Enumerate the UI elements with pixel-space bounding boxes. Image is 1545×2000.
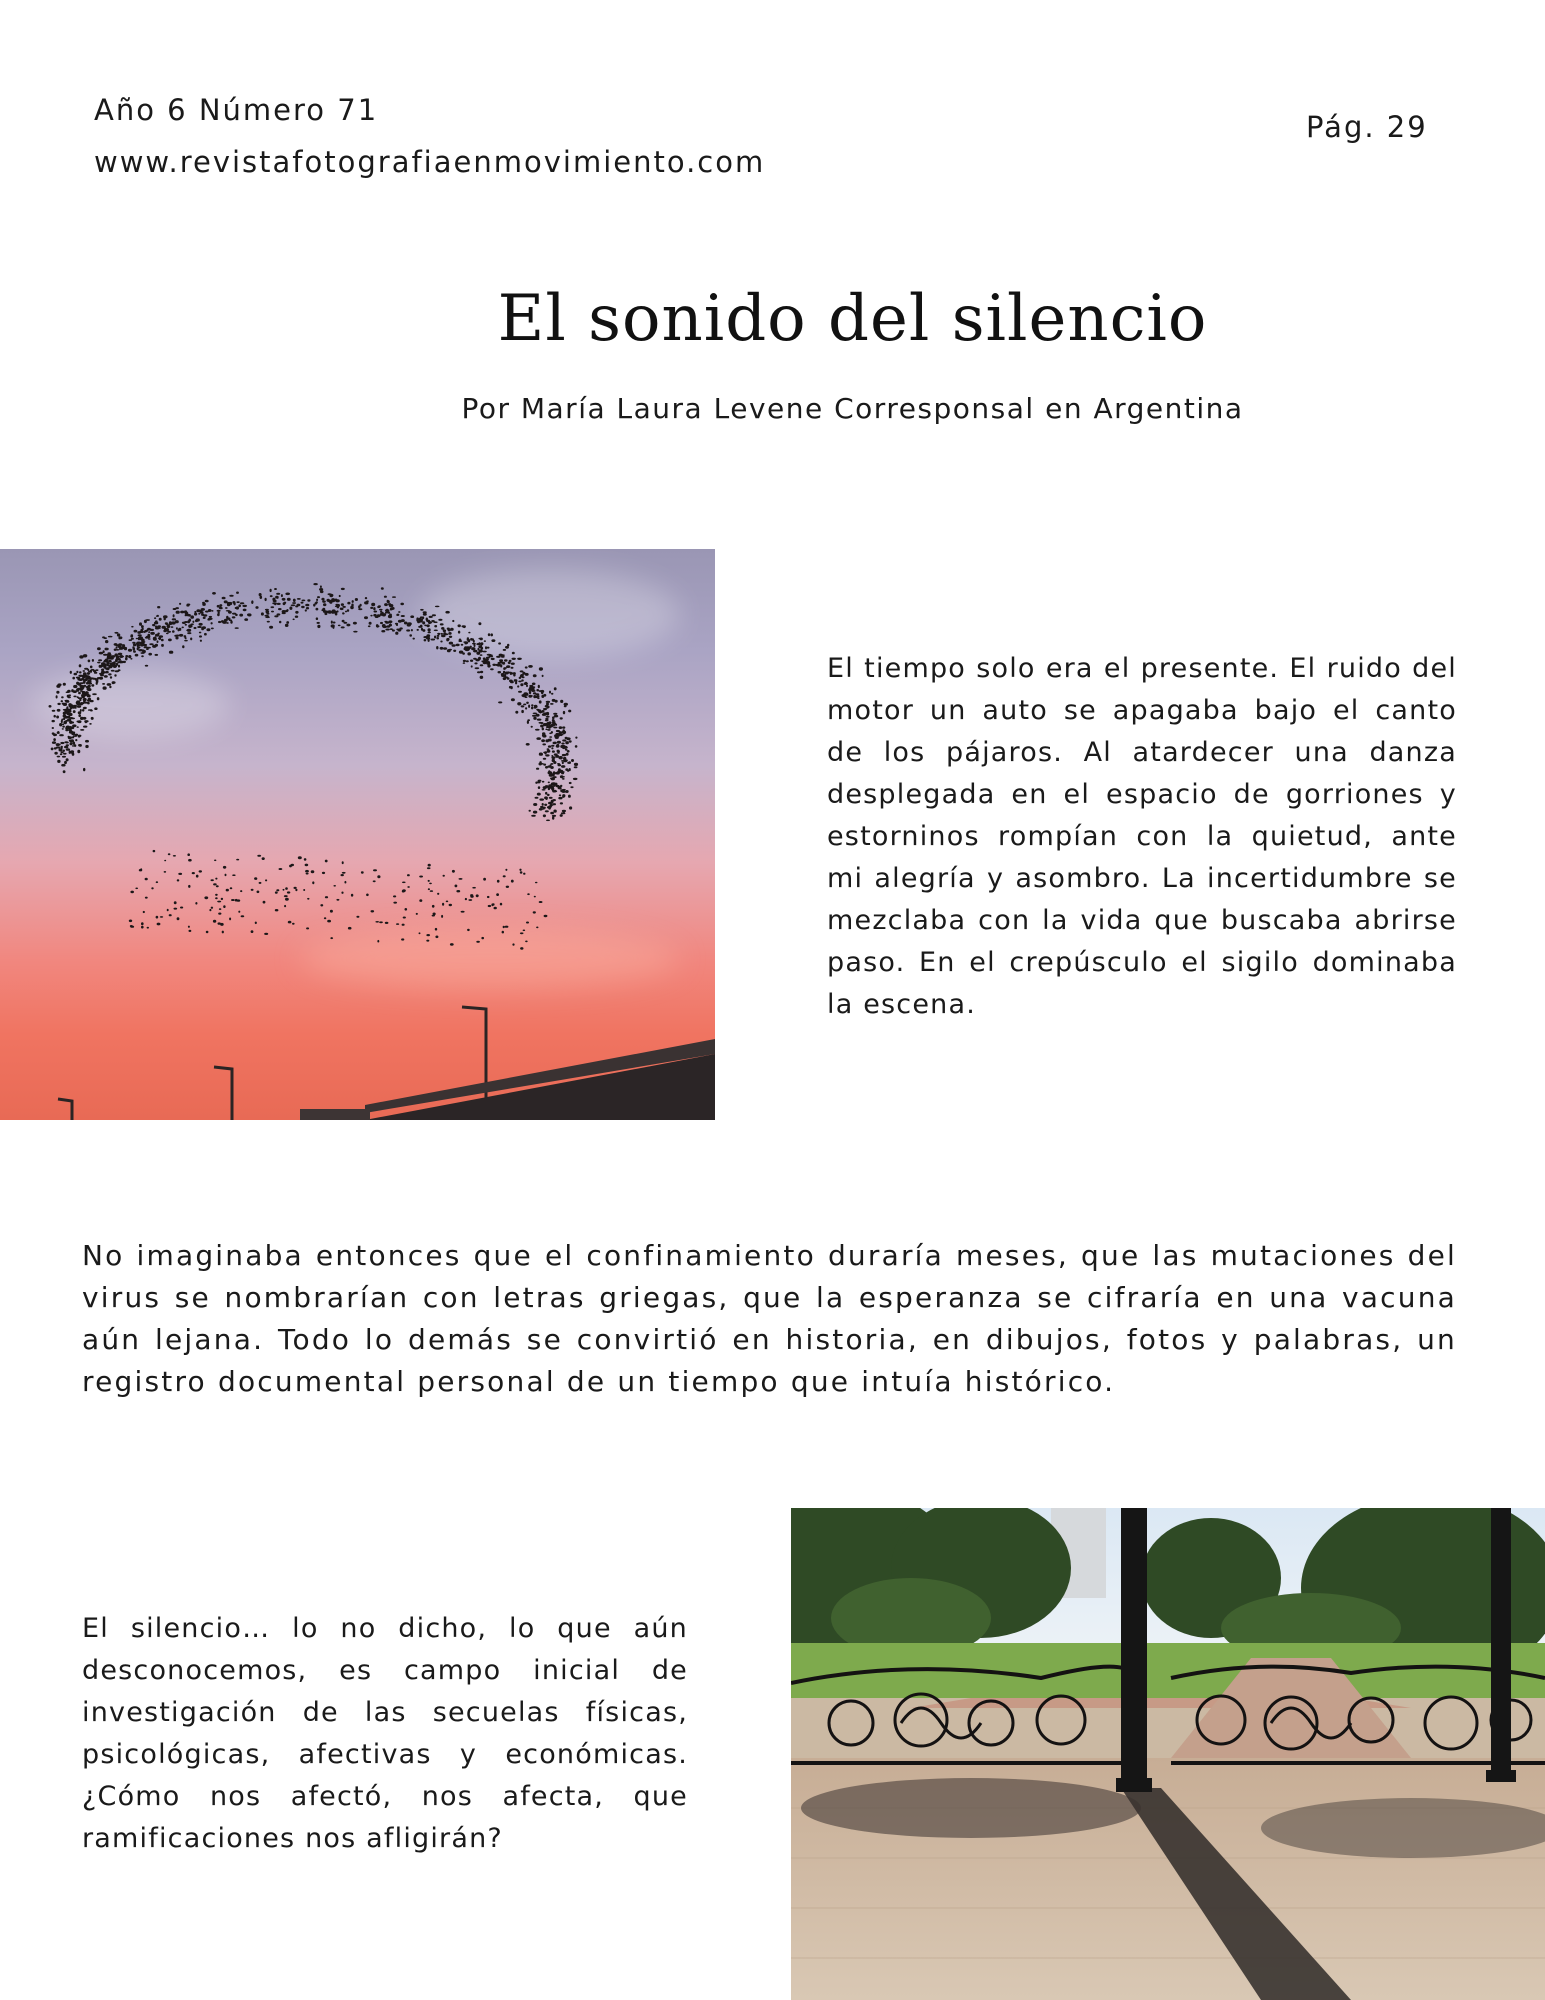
paragraph-3: El silencio… lo no dicho, lo que aún desconocemos, es campo inicial de investigación de las secuelas físicas, psicológicas, afectivas y económicas. ¿Cómo nos afectó, nos afecta, que ramificaciones nos afligirán? (82, 1613, 688, 1854)
bird-flock-graphic (0, 549, 715, 1120)
issue-number: Año 6 Número 71 (94, 93, 379, 127)
website-link[interactable]: www.revistafotografiaenmovimiento.com (94, 145, 766, 179)
issue-info (94, 84, 765, 188)
paragraph-2: No imaginaba entonces que el confinamiento duraría meses, que las mutaciones del virus se nombrarían con letras griegas, que la esperanza se cifraría en una vacuna aún lejana. Todo lo demás se convirtió en historia, en dibujos, fotos y palabras, un registro documental personal de un tiempo que intuía histórico. (82, 1239, 1457, 1398)
gazebo-park-photo (791, 1508, 1545, 2000)
page-number: Pág. 29 (1306, 110, 1428, 144)
paragraph-1: El tiempo solo era el presente. El ruido del motor un auto se apagaba bajo el canto de los pájaros. Al atardecer una danza desplegada en el espacio de gorriones y estorninos rompían con la quietud, ante mi alegría y asombro. La incertidumbre se mezclaba con la vida que buscaba abrirse paso. En el crepúsculo el sigilo dominaba la escena. (827, 653, 1457, 1020)
gazebo-scene-graphic (791, 1508, 1545, 2000)
article-title: El sonido del silencio (497, 282, 1208, 356)
murmuration-photo (0, 549, 715, 1120)
article-byline: Por María Laura Levene Corresponsal en Argentina (461, 392, 1244, 425)
